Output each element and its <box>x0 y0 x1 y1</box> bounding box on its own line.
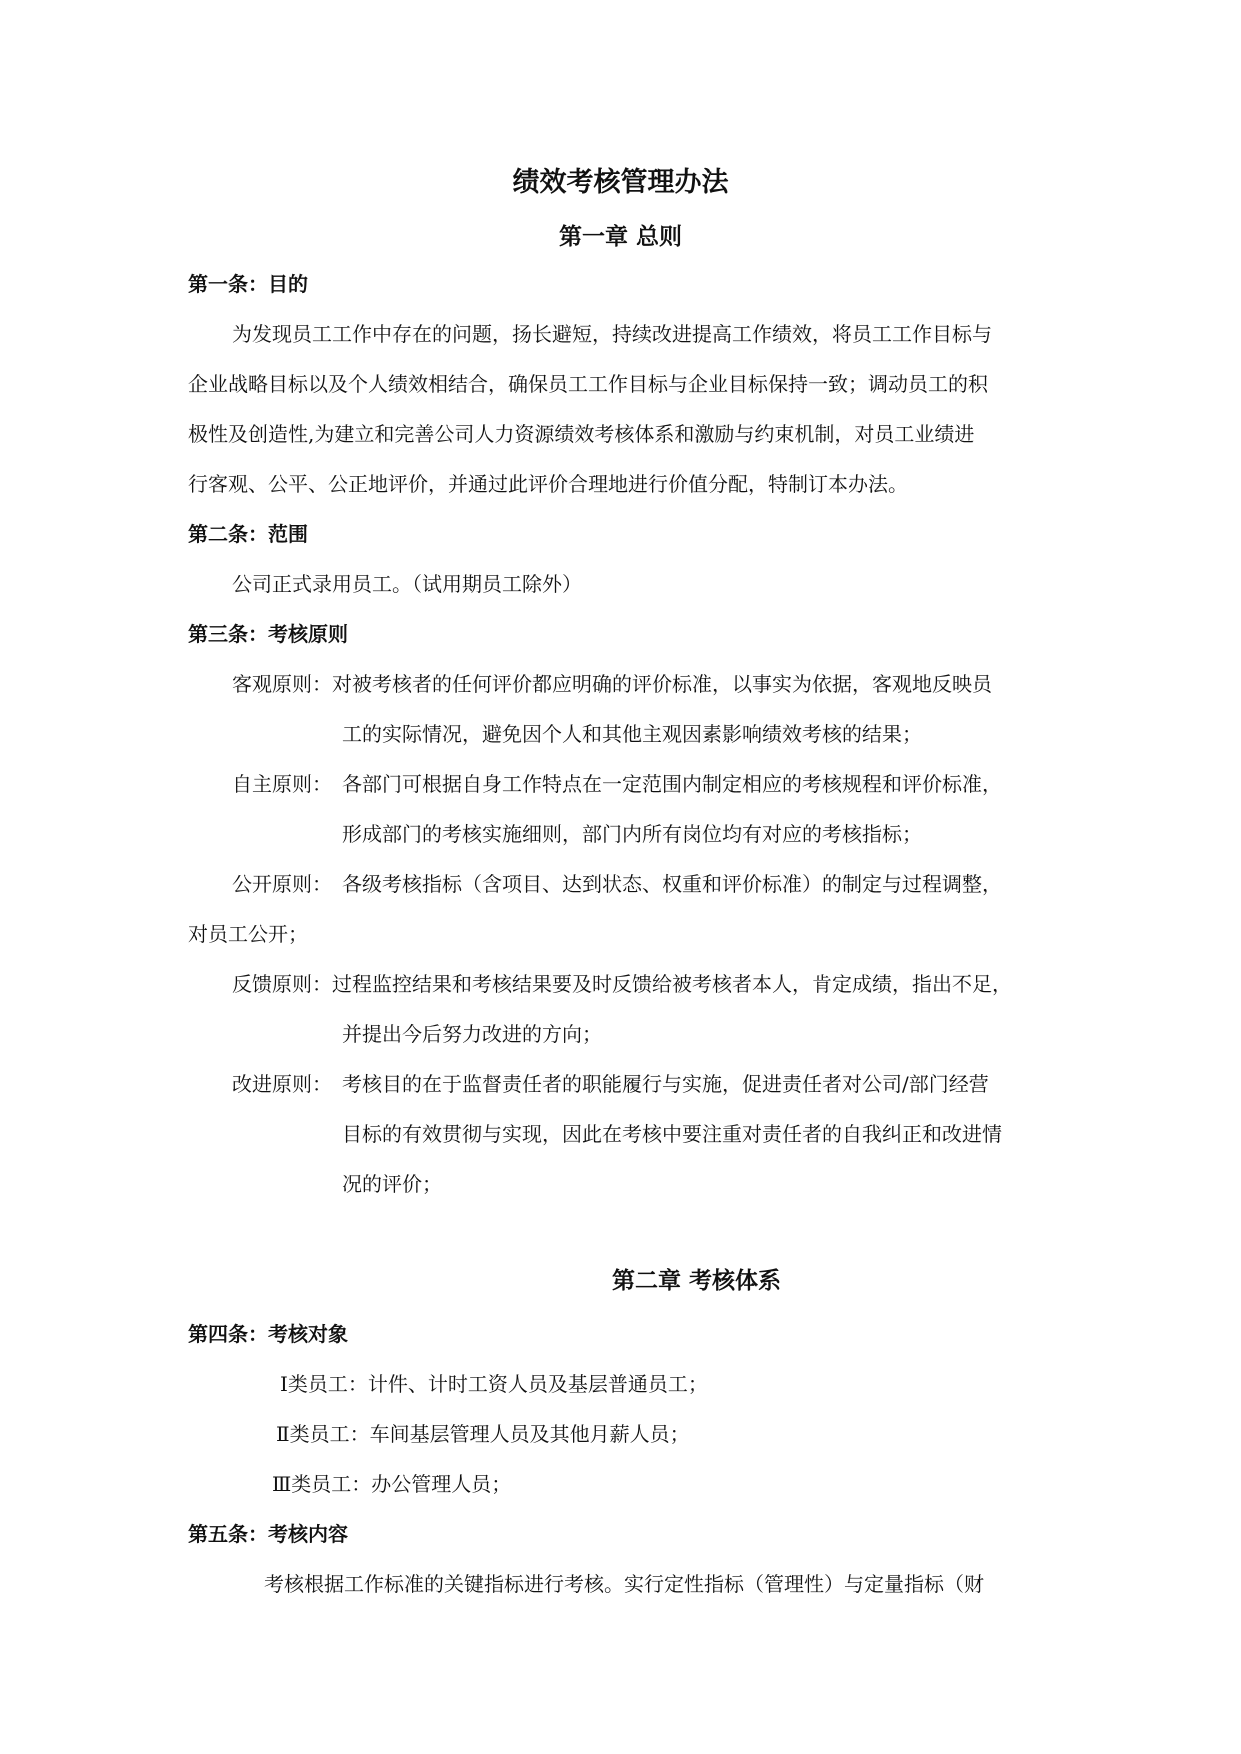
principle-objective-line-1: 对被考核者的任何评价都应明确的评价标准，以事实为依据，客观地反映员 <box>332 672 992 696</box>
principle-openness-line-1: 各级考核指标（含项目、达到状态、权重和评价标准）的制定与过程调整， <box>342 872 1002 896</box>
employee-class-3: Ⅲ类员工：办公管理人员； <box>272 1472 512 1496</box>
employee-class-2: Ⅱ类员工：车间基层管理人员及其他月薪人员； <box>276 1422 690 1446</box>
principle-feedback-line-2: 并提出今后努力改进的方向； <box>342 1022 602 1046</box>
principle-improvement-line-2: 目标的有效贯彻与实现，因此在考核中要注重对责任者的自我纠正和改进情 <box>342 1122 1002 1146</box>
document-title: 绩效考核管理办法 <box>512 167 729 198</box>
article-1-line-3: 极性及创造性,为建立和完善公司人力资源绩效考核体系和激励与约束机制，对员工业绩进 <box>188 422 975 446</box>
principle-improvement-line-1: 考核目的在于监督责任者的职能履行与实施，促进责任者对公司/部门经营 <box>342 1072 989 1096</box>
employee-class-1: Ⅰ类员工：计件、计时工资人员及基层普通员工； <box>280 1372 708 1396</box>
article-2-text: 公司正式录用员工。（试用期员工除外） <box>232 572 582 596</box>
principle-openness-label: 公开原则： <box>232 872 332 896</box>
article-1-heading: 第一条：目的 <box>188 272 308 296</box>
principle-autonomy-line-1: 各部门可根据自身工作特点在一定范围内制定相应的考核规程和评价标准， <box>342 772 1002 796</box>
principle-feedback-line-1: 过程监控结果和考核结果要及时反馈给被考核者本人，肯定成绩，指出不足， <box>332 972 1012 996</box>
chapter-2-heading: 第二章 考核体系 <box>612 1268 782 1294</box>
article-5-text: 考核根据工作标准的关键指标进行考核。实行定性指标（管理性）与定量指标（财 <box>264 1572 984 1596</box>
article-1-line-4: 行客观、公平、公正地评价，并通过此评价合理地进行价值分配，特制订本办法。 <box>188 472 908 496</box>
principle-objective-label: 客观原则： <box>232 672 332 696</box>
article-5-heading: 第五条：考核内容 <box>188 1522 348 1546</box>
principle-improvement-line-3: 况的评价； <box>342 1172 442 1196</box>
article-3-heading: 第三条：考核原则 <box>188 622 348 646</box>
principle-objective-line-2: 工的实际情况，避免因个人和其他主观因素影响绩效考核的结果； <box>342 722 922 746</box>
chapter-1-heading: 第一章 总则 <box>558 224 682 250</box>
principle-autonomy-label: 自主原则： <box>232 772 332 796</box>
article-2-heading: 第二条：范围 <box>188 522 308 546</box>
article-1-line-1: 为发现员工工作中存在的问题，扬长避短，持续改进提高工作绩效，将员工工作目标与 <box>232 322 992 346</box>
principle-improvement-label: 改进原则： <box>232 1072 332 1096</box>
principle-autonomy-line-2: 形成部门的考核实施细则，部门内所有岗位均有对应的考核指标； <box>342 822 922 846</box>
principle-feedback-label: 反馈原则： <box>232 972 332 996</box>
principle-openness-line-2: 对员工公开； <box>188 922 308 946</box>
article-1-line-2: 企业战略目标以及个人绩效相结合，确保员工工作目标与企业目标保持一致；调动员工的积 <box>188 372 988 396</box>
article-4-heading: 第四条：考核对象 <box>188 1322 348 1346</box>
